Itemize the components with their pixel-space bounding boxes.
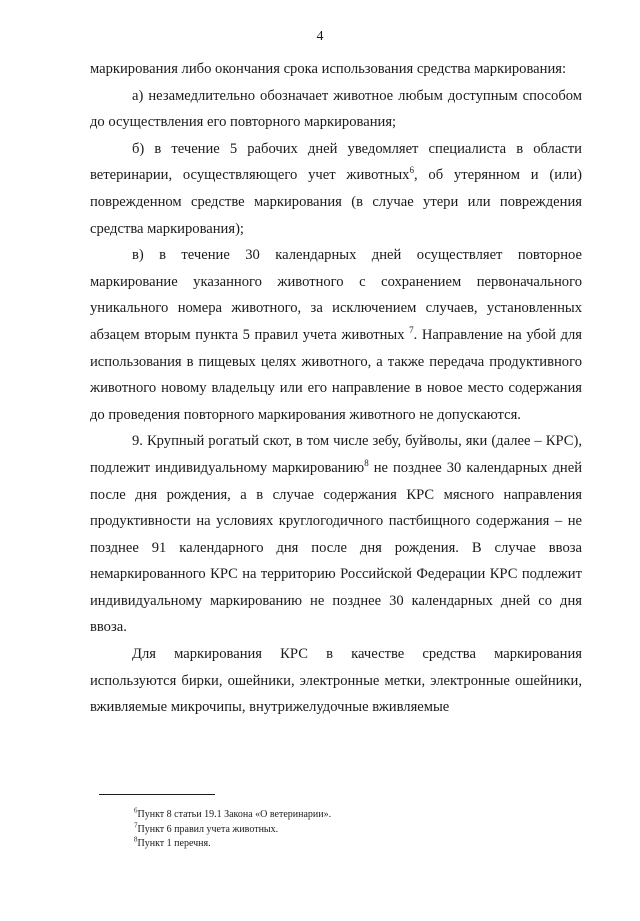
footnote-mark: 8	[134, 835, 138, 844]
paragraph-clause-9	[90, 428, 582, 641]
paragraph-item-a: а) незамедлительно обозначает животное любым доступным способом до осуществления его повторного маркирования;	[90, 87, 582, 131]
paragraph-item-v	[90, 242, 582, 428]
paragraph-text: , об утерянном и (или) поврежденном средстве маркирования (в случае утери или повреждения средства маркирования);	[90, 167, 582, 237]
footnote-reference: 8	[364, 458, 369, 469]
footnote-6	[134, 808, 574, 823]
paragraph-text: . Направление на убой для использования в пищевых целях животного, а также передача продуктивного животного новому владельцу или его направление в новое место содержания до проведения повторного маркирования животного не допускаются.	[90, 326, 582, 423]
footnote-text: Пункт 1 перечня.	[137, 838, 211, 849]
footnote-reference: 7	[409, 325, 414, 336]
footnote-8	[134, 837, 574, 852]
paragraph-continuation: маркирования либо окончания срока использования средства маркирования:	[90, 61, 567, 77]
footnotes	[134, 808, 574, 852]
body-text	[90, 56, 582, 721]
paragraph-item-b	[90, 136, 582, 242]
footnote-text: Пункт 8 статьи 19.1 Закона «О ветеринарии».	[137, 809, 332, 820]
footnote-divider	[99, 794, 215, 795]
paragraph-text: не позднее 30 календарных дней после дня рождения, а в случае содержания КРС мясного направления продуктивности на условиях круглогодичного пастбищного содержания – не позднее 91 календарного дня после дня рождения. В случае ввоза немаркированного КРС на территорию Российской Федерации КРС подлежит индивидуальному маркированию не позднее 30 календарных дней со дня ввоза.	[90, 459, 583, 636]
footnote-mark: 6	[134, 806, 138, 815]
paragraph-text: 9. Крупный рогатый скот, в том числе зебу, буйволы, яки (далее – КРС), подлежит индивидуальному маркированию	[90, 433, 582, 476]
footnote-reference: 6	[409, 165, 414, 176]
footnote-7	[134, 823, 574, 838]
footnote-text: Пункт 6 правил учета животных.	[137, 823, 279, 835]
paragraph-marking-means: Для маркирования КРС в качестве средства маркирования используются бирки, ошейники, электронные метки, электронные ошейники, вживляемые микрочипы, внутрижелудочные вживляемые	[90, 646, 582, 716]
paragraph-text: в) в течение 30 календарных дней осуществляет повторное маркирование указанного животного с сохранением первоначального уникального номера животного, за исключением случаев, установленных абзацем вторым пункта 5 правил учета животных	[90, 247, 582, 343]
footnote-mark: 7	[134, 821, 138, 830]
page-number: 4	[316, 29, 324, 44]
paragraph-text: б) в течение 5 рабочих дней уведомляет специалиста в области ветеринарии, осуществляющего учет животных	[90, 140, 582, 184]
